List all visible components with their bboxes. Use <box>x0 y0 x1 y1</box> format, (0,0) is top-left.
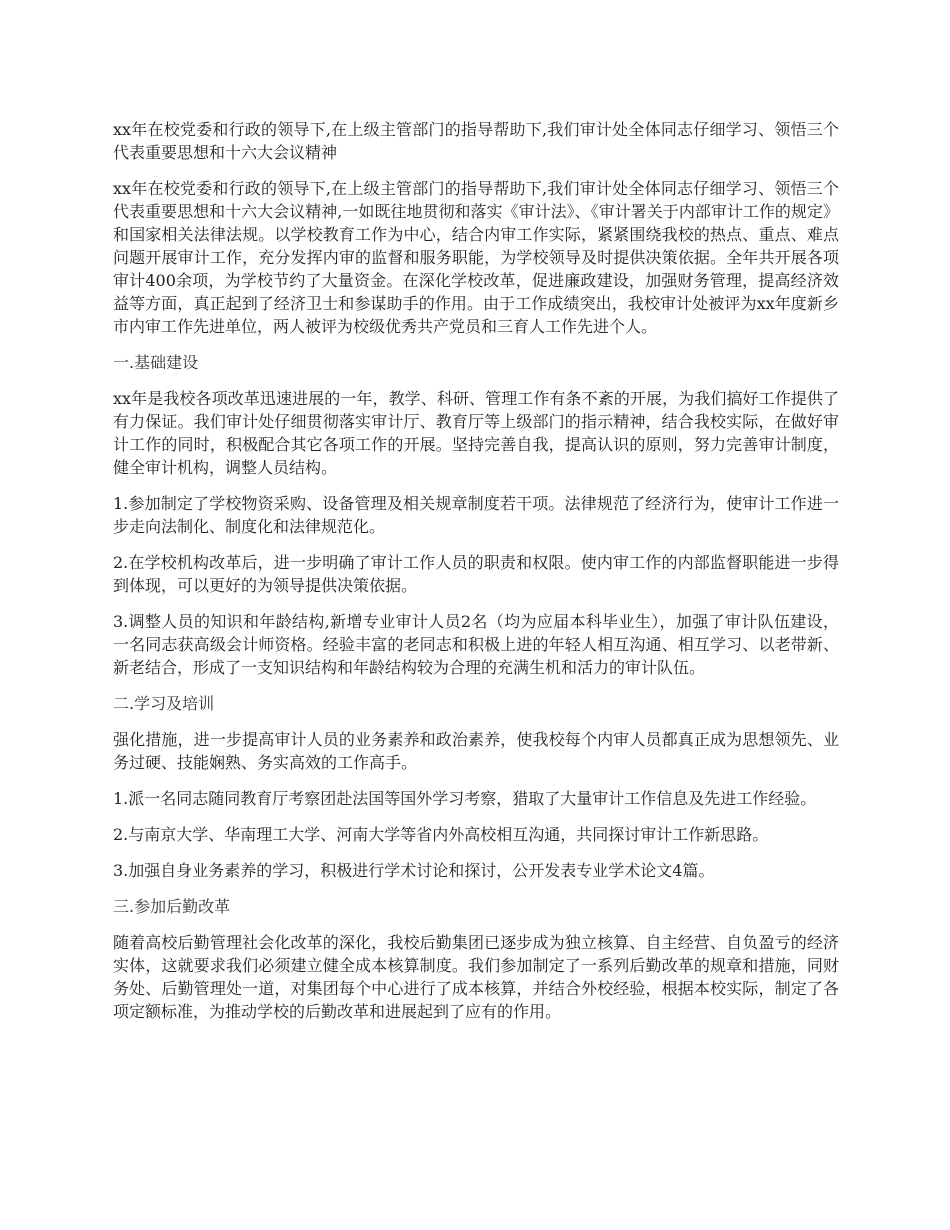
section1-item-2: 2.在学校机构改革后，进一步明确了审计工作人员的职责和权限。使内审工作的内部监督职能进一步得到体现，可以更好的为领导提供决策依据。 <box>113 553 839 595</box>
section2-item-3: 3.加强自身业务素养的学习，积极进行学术讨论和探讨，公开发表专业学术论文4篇。 <box>113 861 715 880</box>
document-page <box>113 118 839 1036</box>
intro-body: xx年在校党委和行政的领导下,在上级主管部门的指导帮助下,我们审计处全体同志仔细学习、领悟三个代表重要思想和十六大会议精神,一如既往地贯彻和落实《审计法》、《审计署关于内部审计工作的规定》和国家相关法律法规。以学校教育工作为中心，结合内审工作实际，紧紧围绕我校的热点、重点、难点问题开展审计工作，充分发挥内审的监督和服务职能，为学校领导及时提供决策依据。全年共开展各项审计400余项，为学校节约了大量资金。在深化学校改革，促进廉政建设，加强财务管理，提高经济效益等方面，真正起到了经济卫士和参谋助手的作用。由于工作成绩突出，我校审计处被评为xx年度新乡市内审工作先进单位，两人被评为校级优秀共产党员和三育人工作先进个人。 <box>113 179 839 336</box>
section2-item-2: 2.与南京大学、华南理工大学、河南大学等省内外高校相互沟通，共同探讨审计工作新思路。 <box>113 825 769 844</box>
section-heading-study-training: 二.学习及培训 <box>113 694 215 713</box>
section2-intro: 强化措施，进一步提高审计人员的业务素养和政治素养，使我校每个内审人员都真正成为思想领先、业务过硬、技能娴熟、务实高效的工作高手。 <box>113 730 839 772</box>
section-heading-logistics-reform: 三.参加后勤改革 <box>113 897 231 916</box>
section1-intro: xx年是我校各项改革迅速进展的一年，教学、科研、管理工作有条不紊的开展，为我们搞好工作提供了有力保证。我们审计处仔细贯彻落实审计厅、教育厅等上级部门的指示精神，结合我校实际，在做好审计工作的同时，积极配合其它各项工作的开展。坚持完善自我，提高认识的原则，努力完善审计制度，健全审计机构，调整人员结构。 <box>113 389 839 477</box>
section1-item-3: 3.调整人员的知识和年龄结构,新增专业审计人员2名（均为应届本科毕业生），加强了审计队伍建设，一名同志获高级会计师资格。经验丰富的老同志和积极上进的年轻人相互沟通、相互学习、以老带新、新老结合，形成了一支知识结构和年龄结构较为合理的充满生机和活力的审计队伍。 <box>113 612 839 677</box>
section-heading-basic-construction: 一.基础建设 <box>113 353 199 372</box>
section3-intro: 随着高校后勤管理社会化改革的深化，我校后勤集团已逐步成为独立核算、自主经营、自负盈亏的经济实体，这就要求我们必须建立健全成本核算制度。我们参加制定了一系列后勤改革的规章和措施，同财务处、后勤管理处一道，对集团每个中心进行了成本核算，并结合外校经验，根据本校实际，制定了各项定额标准，为推动学校的后勤改革和进展起到了应有的作用。 <box>113 933 839 1021</box>
intro-title: xx年在校党委和行政的领导下,在上级主管部门的指导帮助下,我们审计处全体同志仔细学习、领悟三个代表重要思想和十六大会议精神 <box>113 120 839 162</box>
section1-item-1: 1.参加制定了学校物资采购、设备管理及相关规章制度若干项。法律规范了经济行为，使审计工作进一步走向法制化、制度化和法律规范化。 <box>113 494 839 536</box>
section2-item-1: 1.派一名同志随同教育厅考察团赴法国等国外学习考察，猎取了大量审计工作信息及先进工作经验。 <box>113 789 817 808</box>
